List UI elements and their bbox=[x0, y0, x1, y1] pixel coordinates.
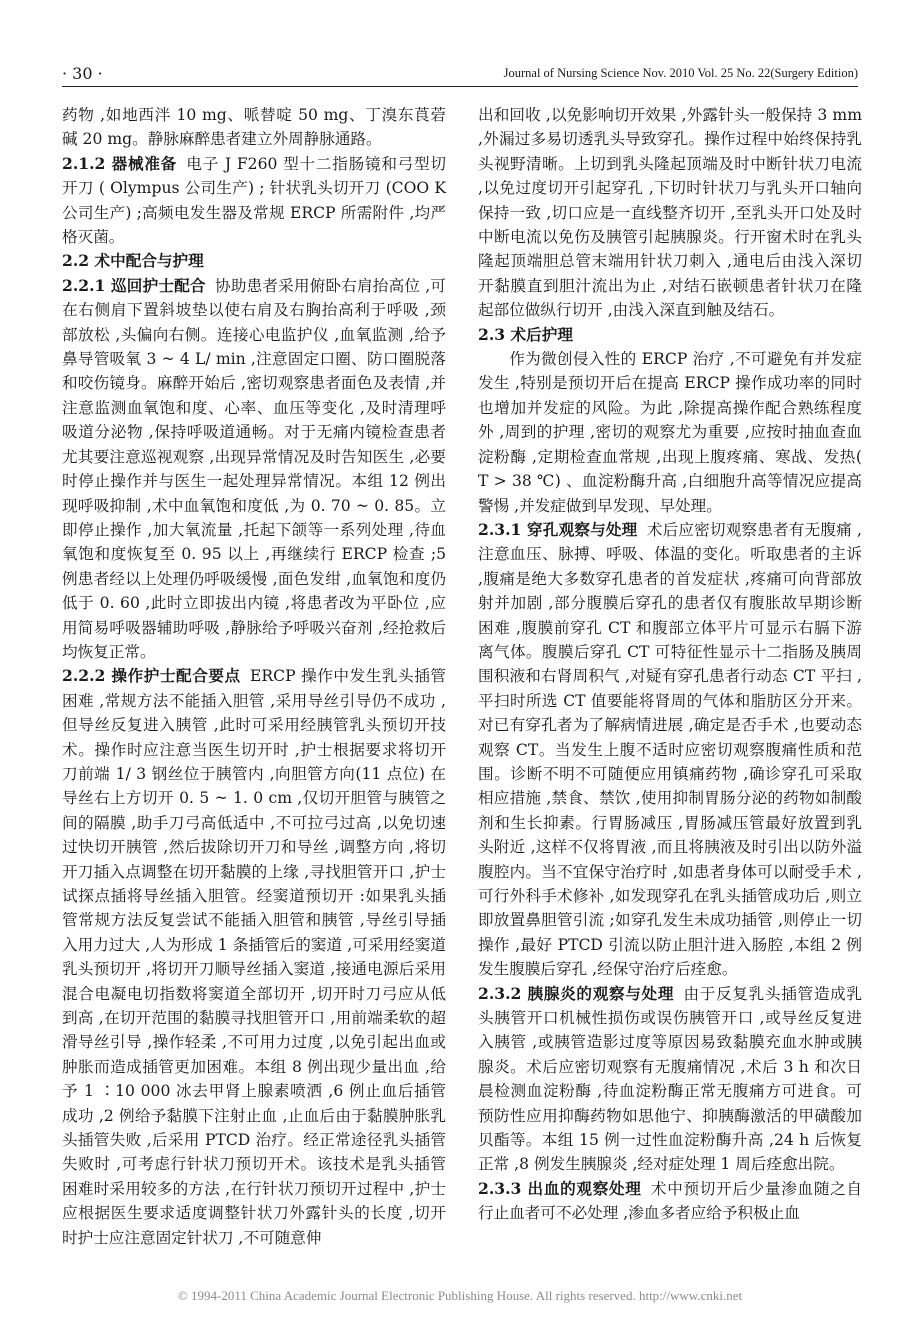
paragraph-text: ERCP 操作中发生乳头插管困难 ,常规方法不能插入胆管 ,采用导丝引导仍不成功 ,但导丝反复进入胰管 ,此时可采用经胰管乳头预切开技术。操作时应注意当医生切开时 ,护士根据要求将切开刀前端 1/ 3 钢丝位于胰管内 ,向胆管方向(11 点位) 在导丝右上方切开 0. 5 ~ 1. 0 cm ,仅切开胆管与胰管之间的隔膜 ,助手刀弓高低适中 ,不可拉弓过高 ,以免切速过快切开胰管 ,然后拔除切开刀和导丝 ,调整方向 ,将切开刀插入点调整在切开黏膜的上缘 ,寻找胆管开口 ,护士试探点插将导丝插入胆管。经窦道预切开 :如果乳头插管常规方法反复尝试不能插入胆管和胰管 ,导丝引导插入用力过大 ,人为形成 1 条插管后的窦道 ,可采用经窦道乳头预切开 ,将切开刀顺导丝插入窦道 ,接通电源后采用混合电凝电切指数将窦道全部切开 ,切开时刀弓应从低到高 ,在切开范围的黏膜寻找胆管开口 ,用前端柔软的超滑导丝引导 ,操作轻柔 ,不可用力过度 ,以免引起出血或肿胀而造成插管更加困难。本组 8 例出现少量出血 ,给予 1 ∶10 000 冰去甲肾上腺素喷洒 ,6 例止血后插管成功 ,2 例给予黏膜下注射止血 ,止血后由于黏膜肿胀乳头插管失败 ,后采用 PTCD 治疗。经正常途径乳头插管失败时 ,可考虑行针状刀预切开术。该技术是乳头插管困难时采用较多的方法 ,在行针状刀预切开过程中 ,护士应根据医生要求适度调整针状刀外露针头的长度 ,切开时护士应注意固定针状刀 ,不可随意伸 bbox=[62, 667, 446, 1247]
paragraph-text: 由于反复乳头插管造成乳头胰管开口机械性损伤或误伤胰管开口 ,或导丝反复进入胰管 ,或胰管造影过度等原因易致黏膜充血水肿或胰腺炎。术后应密切观察有无腹痛情况 ,术后 3 h 和次日晨检测血淀粉酶 ,待血淀粉酶正常无腹痛方可进食。可预防性应用抑酶药物如思他宁、抑胰酶激活的甲磺酸加贝酯等。本组 15 例一过性血淀粉酶升高 ,24 h 后恢复正常 ,8 例发生胰腺炎 ,经对症处理 1 周后痊愈出院。 bbox=[478, 984, 862, 1174]
section-heading: 2.2.1 巡回护士配合 bbox=[62, 275, 206, 295]
paragraph bbox=[478, 103, 862, 323]
paragraph-text: 协助患者采用俯卧右肩抬高位 ,可在右侧肩下置斜坡垫以使右肩及右胸抬高利于呼吸 ,颈部放松 ,头偏向右侧。连接心电监护仪 ,血氧监测 ,给予鼻导管吸氧 3 ~ 4 L/ min ,注意固定口圈、防口圈脱落和咬伤镜身。麻醉开始后 ,密切观察患者面色及表情 ,并注意监测血氧饱和度、心率、血压等变化 ,及时清理呼吸道分泌物 ,保持呼吸道通畅。对于无痛内镜检查患者尤其要注意巡视观察 ,出现异常情况及时告知医生 ,必要时停止操作并与医生一起处理异常情况。本组 12 例出现呼吸抑制 ,术中血氧饱和度低 ,为 0. 70 ~ 0. 85。立即停止操作 ,加大氧流量 ,托起下颌等一系列处理 ,待血氧饱和度恢复至 0. 95 以上 ,再继续行 ERCP 检查 ;5 例患者经以上处理仍呼吸缓慢 ,面色发绀 ,血氧饱和度仍低于 0. 60 ,此时立即拔出内镜 ,将患者改为平卧位 ,应用简易呼吸器辅助呼吸 ,静脉给予呼吸兴奋剂 ,经抢救后均恢复正常。 bbox=[62, 276, 447, 661]
section-heading: 2.2 术中配合与护理 bbox=[62, 251, 204, 271]
paragraph bbox=[62, 249, 446, 273]
paragraph-text: 术中预切开后少量渗血随之自行止血者可不必处理 ,渗血多者应给予积极止血 bbox=[478, 1179, 862, 1223]
section-heading: 2.3 术后护理 bbox=[478, 324, 573, 344]
paragraph bbox=[62, 103, 446, 152]
right-column bbox=[478, 103, 862, 1226]
paragraph bbox=[62, 152, 446, 250]
paragraph-text: 术后应密切观察患者有无腹痛 ,注意血压、脉搏、呼吸、体温的变化。听取患者的主诉 ,腹痛是绝大多数穿孔患者的首发症状 ,疼痛可向背部放射并加剧 ,部分腹膜后穿孔的患者仅有腹胀故早期诊断困难 ,腹膜前穿孔 CT 和腹部立体平片可显示右膈下游离气体。腹膜后穿孔 CT 可特征性显示十二指肠及胰周围积液和右肾周积气 ,对疑有穿孔患者行动态 CT 平扫 ,平扫时所选 CT 值要能将肾周的气体和脂肪区分开来。对已有穿孔者为了解病情进展 ,确定是否手术 ,也要动态观察 CT。当发生上腹不适时应密切观察腹痛性质和范围。诊断不明不可随便应用镇痛药物 ,确诊穿孔可采取相应措施 ,禁食、禁饮 ,使用抑制胃肠分泌的药物如制酸剂和生长抑素。行胃肠减压 ,胃肠减压管最好放置到乳头附近 ,这样不仅将胃液 ,而且将胰液及时引出以防外溢腹腔内。当不宜保守治疗时 ,如患者身体可以耐受手术 ,可行外科手术修补 ,如发现穿孔在乳头插管成功后 ,则立即放置鼻胆管引流 ;如穿孔发生未成功插管 ,则停止一切操作 ,最好 PTCD 引流以防止胆汁进入肠腔 ,本组 2 例发生腹膜后穿孔 ,经保守治疗后痊愈。 bbox=[478, 520, 862, 979]
paragraph bbox=[478, 982, 862, 1177]
paragraph bbox=[478, 518, 862, 982]
section-heading: 2.2.2 操作护士配合要点 bbox=[62, 666, 241, 686]
paragraph bbox=[478, 1177, 862, 1226]
paragraph-text: 出和回收 ,以免影响切开效果 ,外露针头一般保持 3 mm ,外漏过多易切透乳头导致穿孔。操作过程中始终保持乳头视野清晰。上切到乳头隆起顶端及时中断针状刀电流 ,以免过度切开引起穿孔 ,下切时针状刀与乳头开口轴向保持一致 ,切口应是一直线整齐切开 ,至乳头开口处及时中断电流以免伤及胰管引起胰腺炎。行开窗术时在乳头隆起顶端胆总管末端用针状刀刺入 ,通电后由浅入深切开黏膜直到胆汁流出为止 ,对结石嵌顿患者针状刀在隆起部位做纵行切开 ,由浅入深直到触及结石。 bbox=[478, 106, 862, 320]
paragraph bbox=[478, 347, 862, 518]
section-heading: 2.3.1 穿孔观察与处理 bbox=[478, 519, 638, 539]
copyright-footer: © 1994-2011 China Academic Journal Electronic Publishing House. All rights reserved. http://www.cnki.net bbox=[177, 1288, 743, 1303]
paragraph-text: 药物 ,如地西泮 10 mg、哌替啶 50 mg、丁溴东莨菪碱 20 mg。静脉麻醉患者建立外周静脉通路。 bbox=[62, 106, 446, 149]
paragraph-text: 作为微创侵入性的 ERCP 治疗 ,不可避免有并发症发生 ,特别是预切开后在提高 ERCP 操作成功率的同时也增加并发症的风险。为此 ,除提高操作配合熟练程度外 ,周到的护理 ,密切的观察尤为重要 ,应按时抽血查血淀粉酶 ,定期检查血常规 ,出现上腹疼痛、寒战、发热( T > 38 ℃) 、血淀粉酶升高 ,白细胞升高等情况应提高警惕 ,并发症做到早发现、早处理。 bbox=[478, 350, 862, 515]
page-number: · 30 · bbox=[62, 64, 103, 83]
paragraph-text: 电子 J F260 型十二指肠镜和弓型切开刀 ( Olympus 公司生产) ; 针状乳头切开刀 (COO K公司生产) ;高频电发生器及常规 ERCP 所需附件 ,均严格灭菌。 bbox=[62, 154, 446, 247]
header-rule bbox=[62, 86, 858, 87]
paragraph bbox=[478, 323, 862, 347]
paragraph bbox=[62, 274, 446, 665]
journal-info: Journal of Nursing Science Nov. 2010 Vol. 25 No. 22(Surgery Edition) bbox=[503, 66, 858, 80]
left-column bbox=[62, 103, 446, 1250]
paragraph bbox=[62, 664, 446, 1250]
running-header bbox=[62, 62, 858, 86]
section-heading: 2.3.3 出血的观察处理 bbox=[478, 1178, 642, 1198]
section-heading: 2.1.2 器械准备 bbox=[62, 153, 178, 173]
section-heading: 2.3.2 胰腺炎的观察与处理 bbox=[478, 983, 675, 1003]
